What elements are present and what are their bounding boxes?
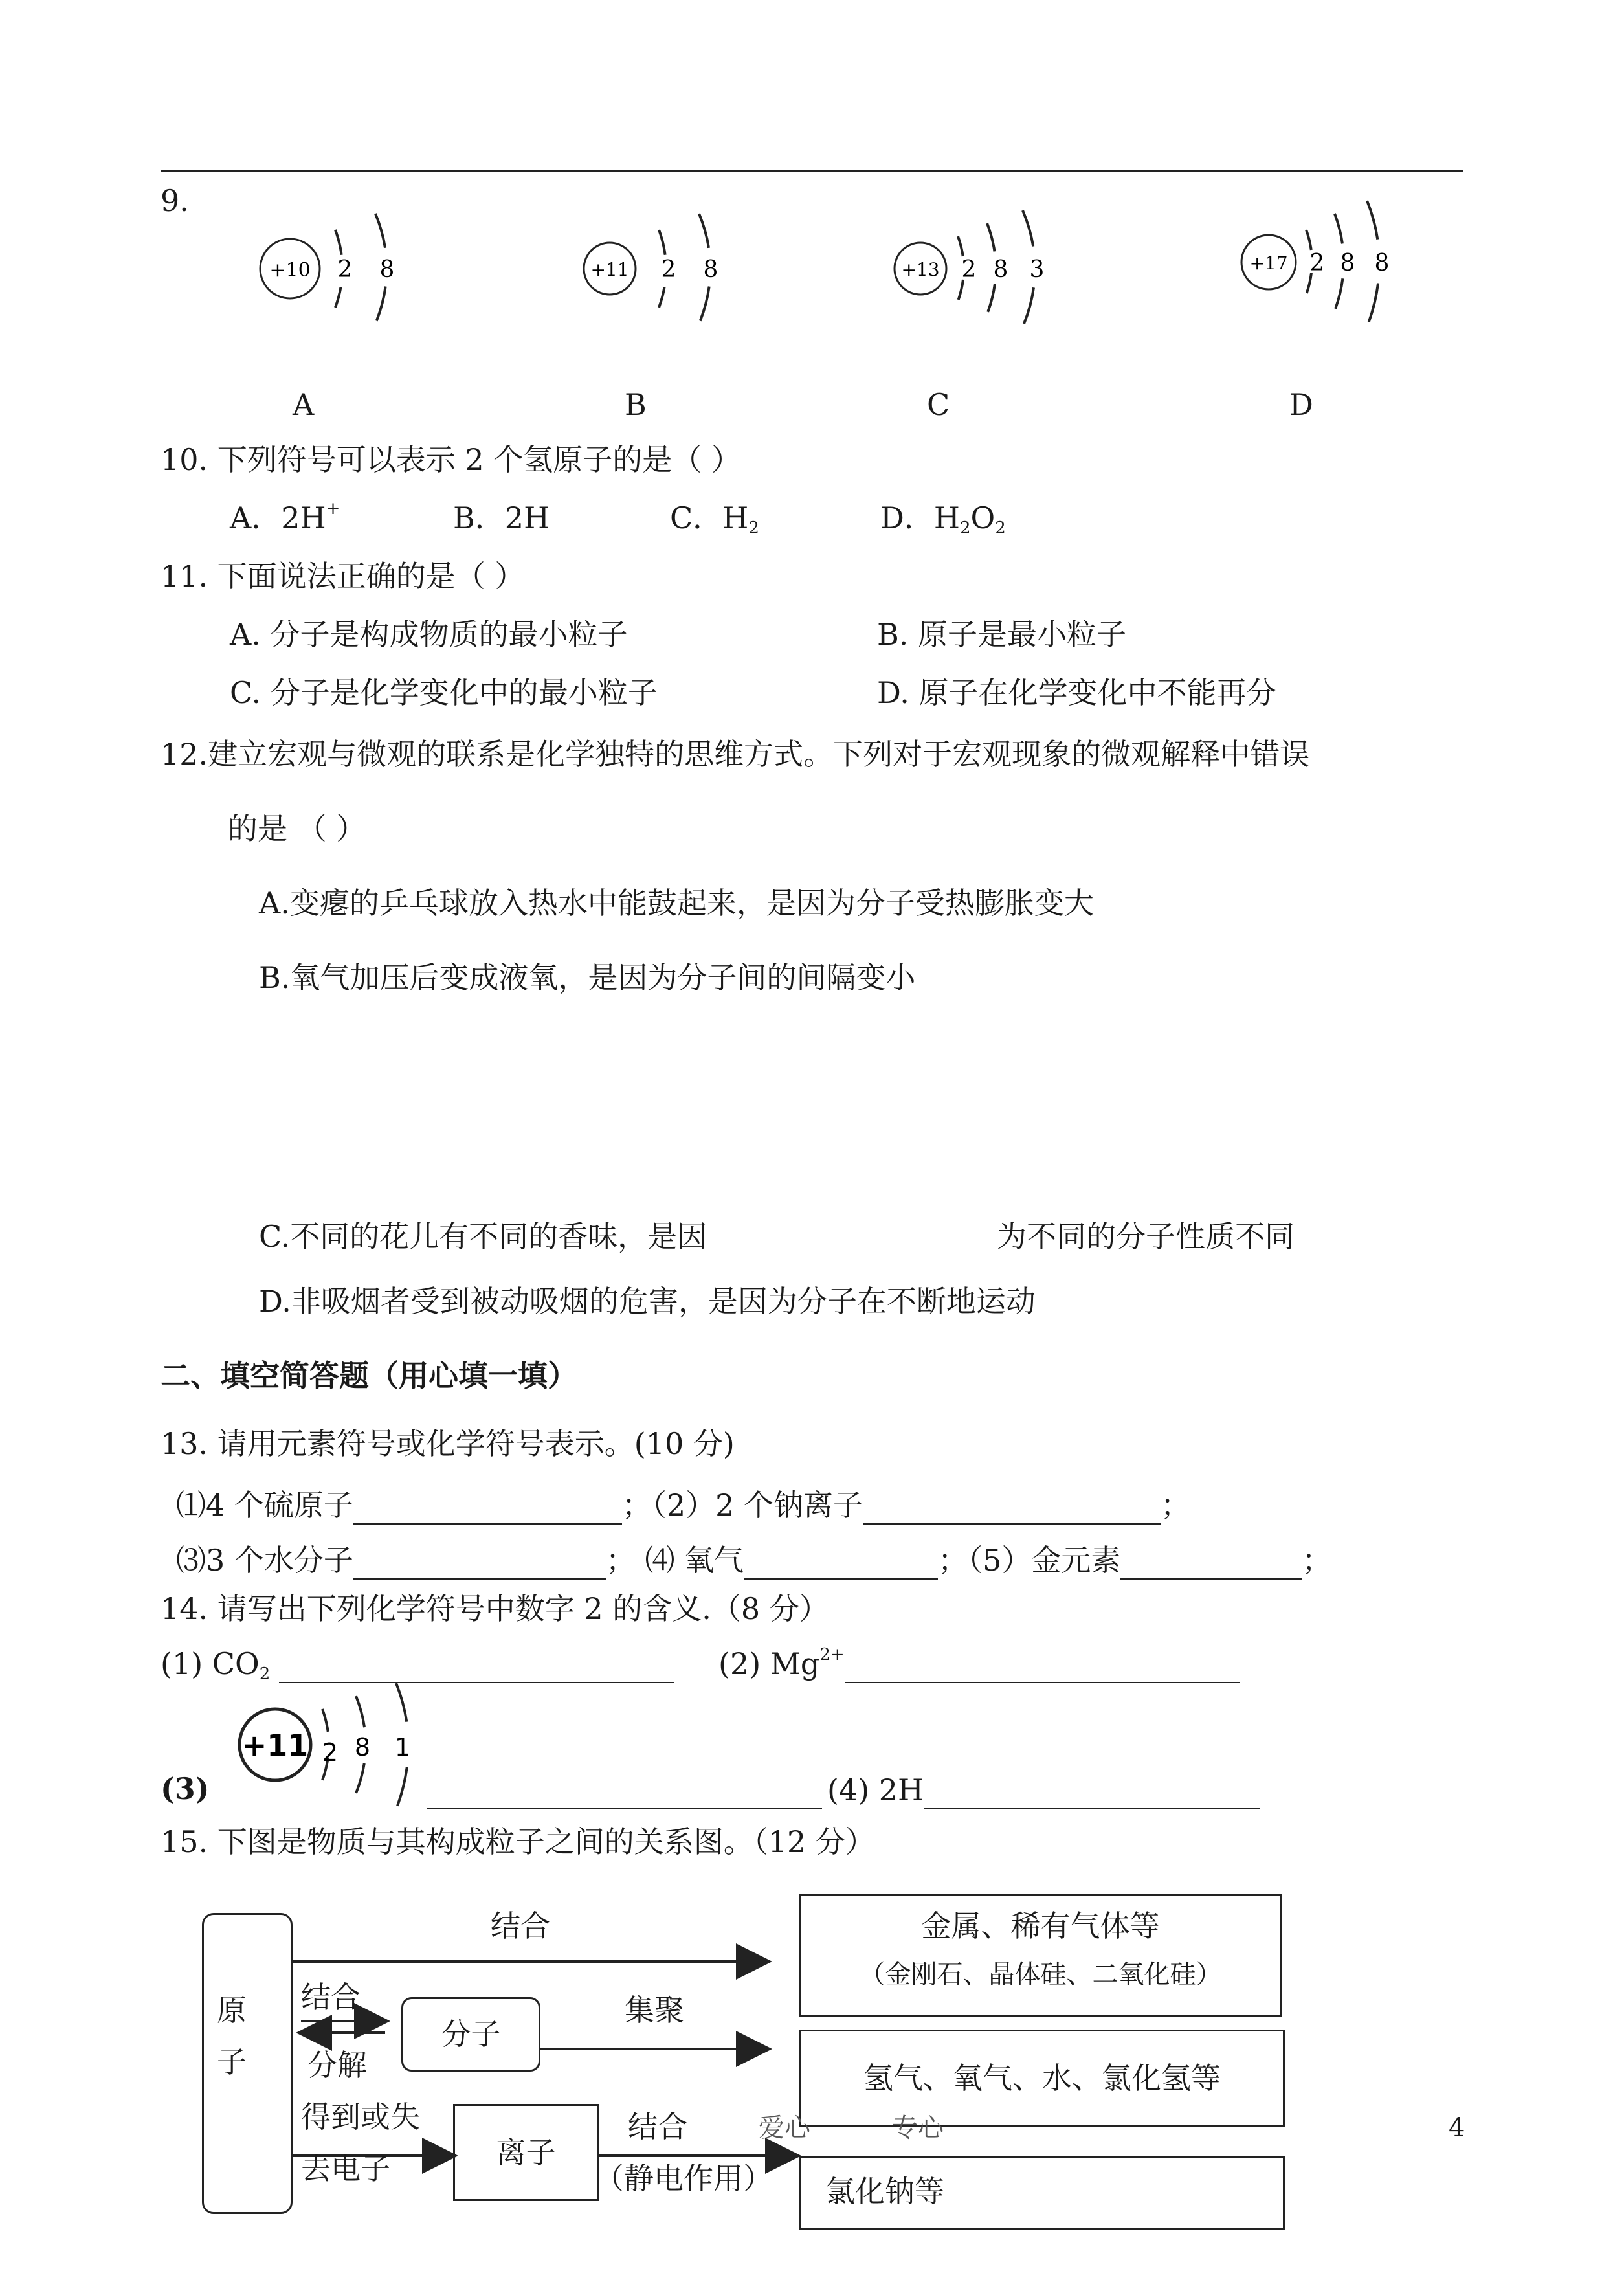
q9-label-d: D	[1289, 387, 1313, 422]
metal-box-line2: （金刚石、晶体硅、二氧化硅）	[859, 1960, 1222, 1989]
q11-stem: 11. 下面说法正确的是（ ）	[161, 559, 525, 594]
svg-text:+17: +17	[1249, 252, 1288, 274]
q11-option-d: D. 原子在化学变化中不能再分	[877, 675, 1276, 710]
svg-text:8: 8	[703, 256, 718, 283]
atom-node-label-top: 原	[217, 1993, 247, 2028]
q11-option-c: C. 分子是化学变化中的最小粒子	[230, 675, 658, 710]
label-combine-top: 结合	[491, 1908, 550, 1943]
label-gain-lose-2: 去电子	[301, 2151, 390, 2186]
q13-item-1: ⑴4 个硫原子 ；（2）2 个钠离子 ；	[176, 1486, 1190, 1525]
svg-text:2: 2	[322, 1738, 339, 1767]
q12-stem-line1: 12.建立宏观与微观的联系是化学独特的思维方式。下列对于宏观现象的微观解释中错误	[161, 737, 1310, 772]
q14-stem: 14. 请写出下列化学符号中数字 2 的含义.（8 分）	[161, 1591, 829, 1626]
q12-option-d: D.非吸烟者受到被动吸烟的危害，是因为分子在不断地运动	[259, 1284, 1036, 1319]
svg-text:8: 8	[379, 256, 395, 283]
q9-label-b: B	[625, 387, 647, 422]
q12-option-c-part2: 为不同的分子性质不同	[997, 1219, 1295, 1254]
q10-option-a: A．2H+	[230, 499, 340, 535]
label-gather: 集聚	[625, 1993, 684, 2028]
atom-node-label-bottom: 子	[217, 2044, 247, 2079]
page-number: 4	[1449, 2113, 1465, 2143]
q12-option-c-part1: C.不同的花儿有不同的香味，是因	[259, 1219, 707, 1254]
svg-text:+11: +11	[241, 1728, 309, 1763]
q11-option-a: A. 分子是构成物质的最小粒子	[230, 617, 628, 652]
q14-item-1: (1) $CO_2$	[161, 1644, 674, 1683]
svg-text:+13: +13	[901, 259, 940, 280]
q13-stem: 13. 请用元素符号或化学符号表示。(10 分)	[161, 1426, 735, 1461]
q14-item-4: (4) 2H	[827, 1771, 1260, 1809]
metal-box-line1: 金属、稀有气体等	[921, 1908, 1160, 1943]
svg-text:2: 2	[661, 256, 676, 283]
svg-text:2: 2	[1309, 250, 1325, 276]
footer-watermark-1: 爱心	[759, 2113, 810, 2143]
q14-item-2: (2) $Mg^{2+}$	[718, 1644, 1240, 1683]
q14-item-3-label: (3)	[161, 1771, 210, 1806]
q10-option-b: B．2H	[453, 500, 550, 535]
ion-node-label: 离子	[496, 2135, 556, 2170]
svg-text:2: 2	[961, 256, 977, 283]
q11-option-b: B. 原子是最小粒子	[877, 617, 1127, 652]
salt-box-label: 氯化钠等	[825, 2174, 944, 2209]
q13-item-3: ⑶3 个水分子 ； ⑷ 氧气 ；（5）金元素 ；	[176, 1541, 1331, 1580]
svg-text:3: 3	[1029, 256, 1045, 283]
molecule-node-label: 分子	[441, 2017, 501, 2052]
q12-option-a: A.变瘪的乒乓球放入热水中能鼓起来，是因为分子受热膨胀变大	[259, 886, 1094, 921]
q9-label-c: C	[927, 387, 950, 422]
q12-option-b: B.氧气加压后变成液氧，是因为分子间的间隔变小	[259, 960, 916, 995]
q10-option-c: C．$H_2$	[670, 500, 759, 538]
q10-option-d: D．$H_2O_2$	[880, 500, 1006, 538]
label-combine-mid: 结合	[301, 1980, 361, 2015]
q10-stem: 10. 下列符号可以表示 2 个氢原子的是（ ）	[161, 442, 741, 477]
label-gain-lose-1: 得到或失	[301, 2099, 420, 2134]
q15-stem: 15. 下图是物质与其构成粒子之间的关系图。（12 分）	[161, 1824, 875, 1859]
svg-text:8: 8	[993, 256, 1008, 283]
footer-watermark-2: 专心	[892, 2113, 944, 2143]
svg-text:8: 8	[354, 1733, 371, 1762]
svg-text:1: 1	[394, 1733, 411, 1762]
label-decompose: 分解	[307, 2048, 367, 2083]
svg-text:8: 8	[1374, 250, 1390, 276]
q9-number: 9.	[161, 183, 189, 218]
label-electrostatic: （静电作用）	[594, 2161, 773, 2196]
svg-text:2: 2	[337, 256, 353, 283]
q12-stem-line2: 的是 （ ）	[228, 811, 366, 846]
nucleus-label: +10	[269, 259, 311, 282]
label-combine-ion: 结合	[628, 2109, 687, 2144]
section-2-title: 二、填空简答题（用心填一填）	[161, 1358, 577, 1393]
svg-text:+11: +11	[590, 259, 629, 280]
svg-text:8: 8	[1340, 250, 1355, 276]
gas-box-label: 氢气、氧气、水、氯化氢等	[863, 2061, 1221, 2096]
q9-label-a: A	[293, 387, 315, 422]
